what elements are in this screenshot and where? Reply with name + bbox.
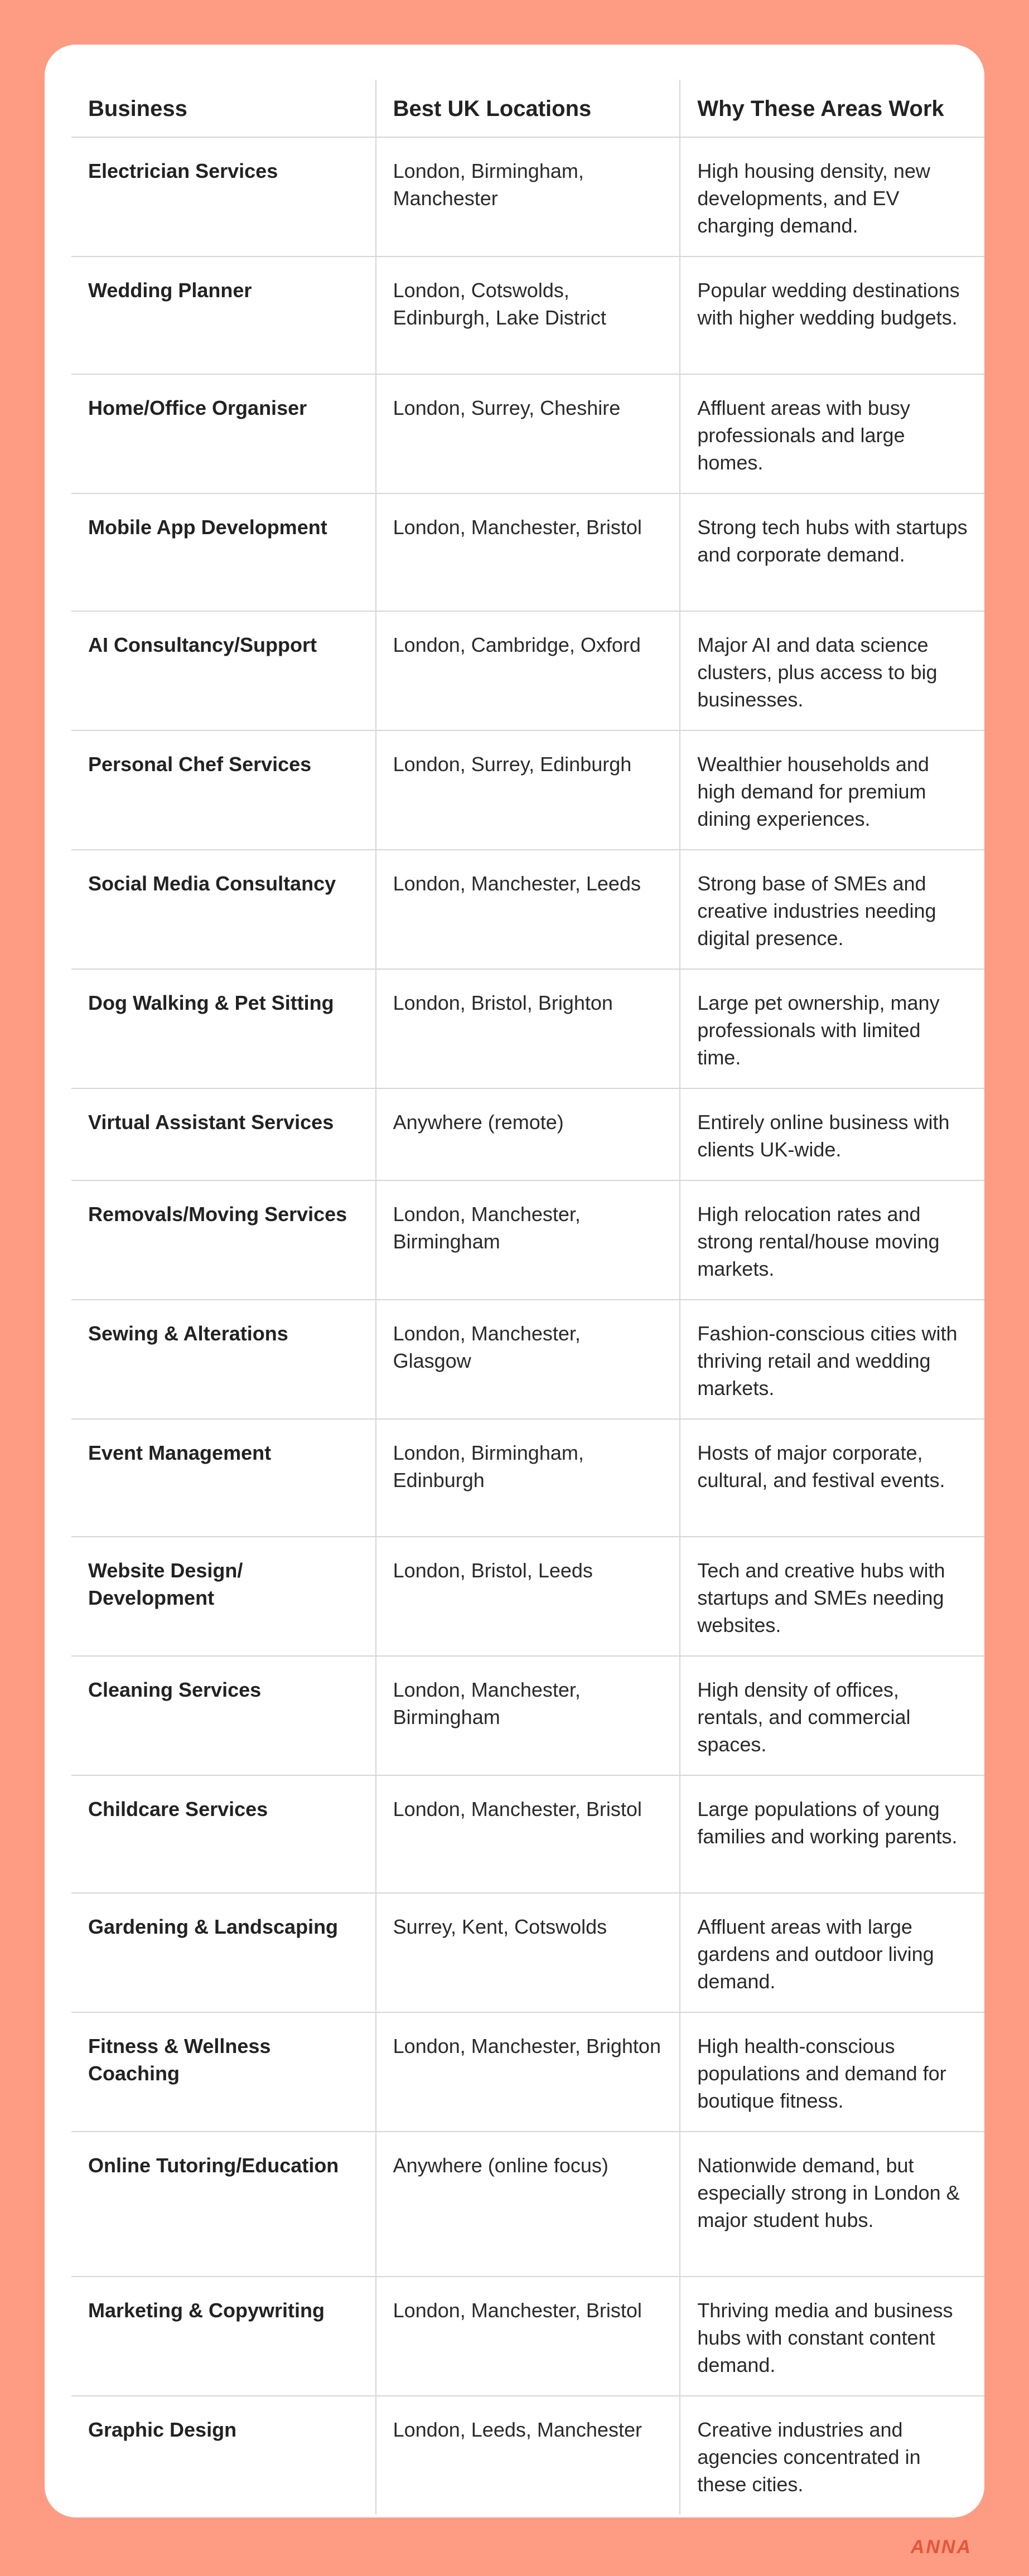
cell-why: Popular wedding destinations with higher wedding budgets. bbox=[680, 256, 984, 374]
cell-locations: London, Bristol, Brighton bbox=[376, 969, 680, 1088]
cell-why: Large populations of young families and working parents. bbox=[680, 1775, 984, 1893]
business-locations-table bbox=[71, 80, 984, 2515]
cell-why: Hosts of major corporate, cultural, and festival events. bbox=[680, 1419, 984, 1537]
cell-locations: London, Manchester, Bristol bbox=[376, 493, 680, 611]
header-business: Business bbox=[71, 80, 376, 137]
cell-why: Affluent areas with busy professionals and large homes. bbox=[680, 374, 984, 493]
table-row bbox=[71, 850, 984, 969]
cell-why: Strong base of SMEs and creative industries needing digital presence. bbox=[680, 850, 984, 969]
cell-business: Cleaning Services bbox=[71, 1656, 376, 1775]
cell-business: Event Management bbox=[71, 1419, 376, 1537]
cell-locations: London, Manchester, Glasgow bbox=[376, 1300, 680, 1419]
table-row bbox=[71, 1656, 984, 1775]
cell-why: High relocation rates and strong rental/house moving markets. bbox=[680, 1180, 984, 1300]
cell-locations: London, Cotswolds, Edinburgh, Lake District bbox=[376, 256, 680, 374]
cell-business: AI Consultancy/Support bbox=[71, 611, 376, 730]
cell-locations: London, Cambridge, Oxford bbox=[376, 611, 680, 730]
cell-why: Entirely online business with clients UK-wide. bbox=[680, 1088, 984, 1180]
table-row bbox=[71, 969, 984, 1088]
cell-business: Electrician Services bbox=[71, 137, 376, 256]
table-row bbox=[71, 611, 984, 730]
cell-why: Affluent areas with large gardens and outdoor living demand. bbox=[680, 1893, 984, 2012]
table-card bbox=[45, 45, 984, 2517]
cell-business: Dog Walking & Pet Sitting bbox=[71, 969, 376, 1088]
table-row bbox=[71, 1893, 984, 2012]
cell-locations: London, Manchester, Birmingham bbox=[376, 1656, 680, 1775]
cell-business: Virtual Assistant Services bbox=[71, 1088, 376, 1180]
cell-why: Creative industries and agencies concentrated in these cities. bbox=[680, 2396, 984, 2515]
cell-locations: London, Manchester, Brighton bbox=[376, 2012, 680, 2132]
table-row bbox=[71, 493, 984, 611]
cell-business: Social Media Consultancy bbox=[71, 850, 376, 969]
cell-business: Fitness & Wellness Coaching bbox=[71, 2012, 376, 2132]
cell-locations: London, Manchester, Bristol bbox=[376, 2277, 680, 2396]
cell-why: Fashion-conscious cities with thriving retail and wedding markets. bbox=[680, 1300, 984, 1419]
cell-business: Gardening & Landscaping bbox=[71, 1893, 376, 2012]
cell-business: Online Tutoring/Education bbox=[71, 2132, 376, 2277]
table-row bbox=[71, 2132, 984, 2277]
cell-why: Large pet ownership, many professionals with limited time. bbox=[680, 969, 984, 1088]
cell-why: High housing density, new developments, and EV charging demand. bbox=[680, 137, 984, 256]
cell-business: Mobile App Development bbox=[71, 493, 376, 611]
cell-why: Strong tech hubs with startups and corporate demand. bbox=[680, 493, 984, 611]
table-row bbox=[71, 2277, 984, 2396]
cell-business: Marketing & Copywriting bbox=[71, 2277, 376, 2396]
cell-locations: London, Leeds, Manchester bbox=[376, 2396, 680, 2515]
cell-why: High density of offices, rentals, and commercial spaces. bbox=[680, 1656, 984, 1775]
table-row bbox=[71, 2012, 984, 2132]
header-why: Why These Areas Work bbox=[680, 80, 984, 137]
cell-why: Nationwide demand, but especially strong in London & major student hubs. bbox=[680, 2132, 984, 2277]
cell-locations: London, Birmingham, Edinburgh bbox=[376, 1419, 680, 1537]
table-row bbox=[71, 2396, 984, 2515]
table-row bbox=[71, 1180, 984, 1300]
table-row bbox=[71, 1775, 984, 1893]
cell-locations: Anywhere (online focus) bbox=[376, 2132, 680, 2277]
cell-locations: London, Manchester, Birmingham bbox=[376, 1180, 680, 1300]
cell-why: Tech and creative hubs with startups and SMEs needing websites. bbox=[680, 1537, 984, 1656]
cell-locations: Anywhere (remote) bbox=[376, 1088, 680, 1180]
cell-locations: London, Manchester, Bristol bbox=[376, 1775, 680, 1893]
cell-business: Wedding Planner bbox=[71, 256, 376, 374]
cell-why: Wealthier households and high demand for premium dining experiences. bbox=[680, 730, 984, 850]
table-body bbox=[71, 137, 984, 2515]
cell-business: Sewing & Alterations bbox=[71, 1300, 376, 1419]
cell-business: Removals/Moving Services bbox=[71, 1180, 376, 1300]
table-row bbox=[71, 256, 984, 374]
cell-locations: London, Manchester, Leeds bbox=[376, 850, 680, 969]
cell-why: Major AI and data science clusters, plus access to big businesses. bbox=[680, 611, 984, 730]
table-row bbox=[71, 374, 984, 493]
cell-locations: London, Surrey, Cheshire bbox=[376, 374, 680, 493]
cell-why: Thriving media and business hubs with constant content demand. bbox=[680, 2277, 984, 2396]
cell-business: Graphic Design bbox=[88, 2418, 237, 2441]
table-header-row bbox=[71, 80, 984, 137]
cell-business: Home/Office Organiser bbox=[71, 374, 376, 493]
cell-locations: London, Birmingham, Manchester bbox=[376, 137, 680, 256]
cell-business: Personal Chef Services bbox=[71, 730, 376, 850]
cell-business: Website Design/ Development bbox=[71, 1537, 376, 1656]
cell-business: Childcare Services bbox=[71, 1775, 376, 1893]
table-row bbox=[71, 1537, 984, 1656]
brand-logo: ANNA bbox=[910, 2536, 972, 2558]
cell-locations: Surrey, Kent, Cotswolds bbox=[376, 1893, 680, 2012]
cell-locations: London, Bristol, Leeds bbox=[376, 1537, 680, 1656]
table-row bbox=[71, 730, 984, 850]
table-row bbox=[71, 137, 984, 256]
header-locations: Best UK Locations bbox=[376, 80, 680, 137]
cell-locations: London, Surrey, Edinburgh bbox=[376, 730, 680, 850]
table-row bbox=[71, 1300, 984, 1419]
table-row bbox=[71, 1088, 984, 1180]
table-row bbox=[71, 1419, 984, 1537]
cell-why: High health-conscious populations and demand for boutique fitness. bbox=[680, 2012, 984, 2132]
